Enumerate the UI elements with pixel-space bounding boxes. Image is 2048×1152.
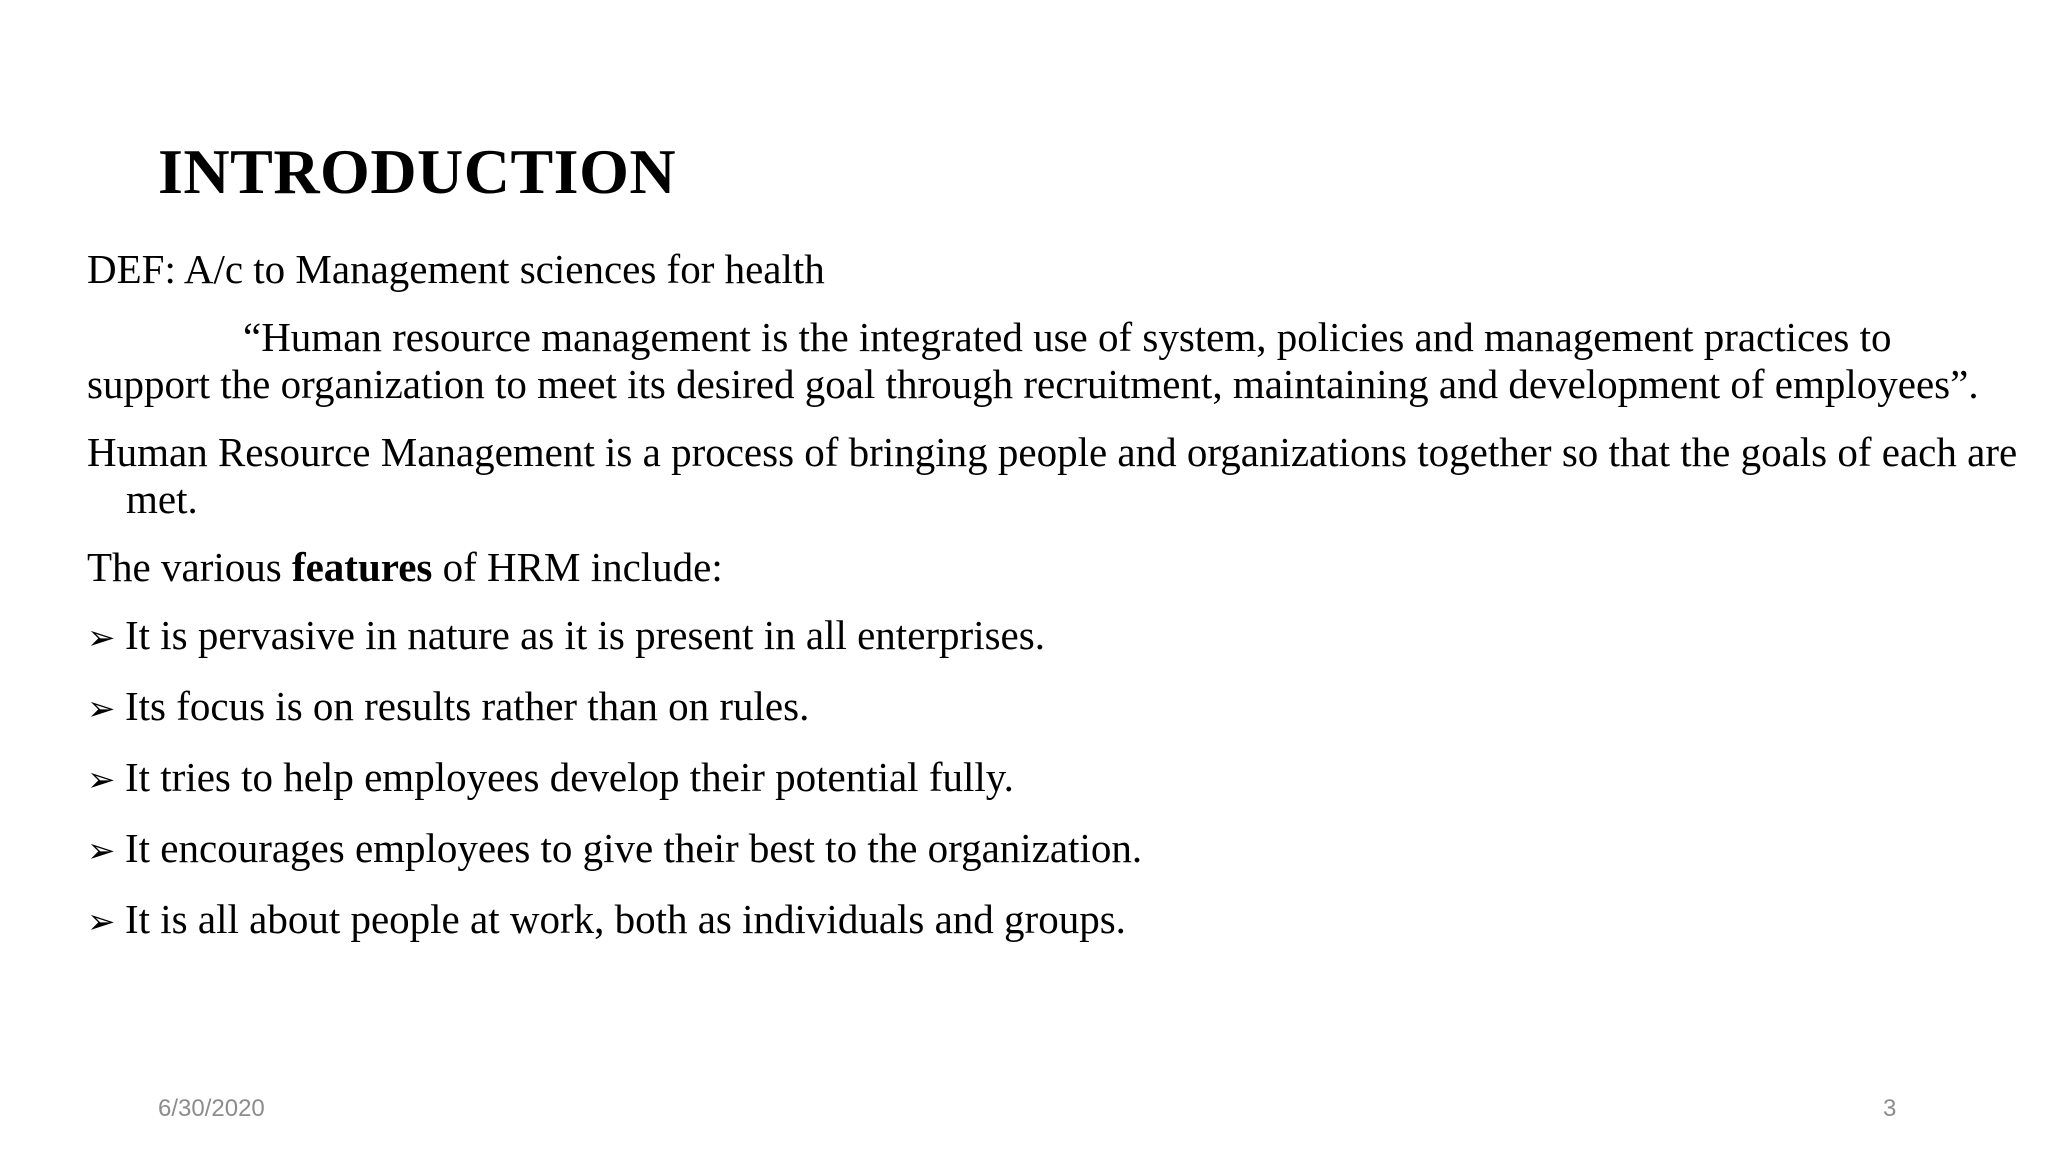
arrow-bullet-icon: ➢ (87, 689, 116, 729)
footer-date: 6/30/2020 (158, 1095, 265, 1122)
arrow-bullet-icon: ➢ (87, 618, 116, 658)
slide-title: INTRODUCTION (158, 136, 677, 207)
definition-quote: “Human resource management is the integrated use of system, policies and management practices to support the organization to meet its desired goal through recruitment, maintaining and development of employees”. (87, 314, 1979, 407)
feature-item (87, 612, 1987, 662)
feature-text: It is pervasive in nature as it is present in all enterprises. (125, 612, 1045, 658)
feature-text: It is all about people at work, both as individuals and groups. (125, 896, 1126, 942)
arrow-bullet-icon: ➢ (87, 902, 116, 942)
feature-item (87, 825, 1987, 875)
feature-item (87, 683, 1987, 733)
features-intro (87, 544, 1987, 591)
feature-item (87, 754, 1987, 804)
features-intro-after: of HRM include: (432, 544, 723, 590)
definition-source: DEF: A/c to Management sciences for health (87, 246, 825, 292)
features-list (87, 612, 1987, 946)
process-statement: Human Resource Management is a process of bringing people and organizations together so that the goals of each are met. (87, 429, 2018, 522)
feature-text: It encourages employees to give their best to the organization. (125, 825, 1143, 871)
arrow-bullet-icon: ➢ (87, 831, 116, 871)
slide-body (87, 246, 2018, 967)
features-intro-bold: features (291, 544, 433, 590)
page-number: 3 (1883, 1095, 1897, 1122)
arrow-bullet-icon: ➢ (87, 760, 116, 800)
feature-text: Its focus is on results rather than on rules. (125, 683, 810, 729)
feature-text: It tries to help employees develop their potential fully. (125, 754, 1014, 800)
features-intro-before: The various (87, 544, 292, 590)
feature-item (87, 896, 1987, 946)
